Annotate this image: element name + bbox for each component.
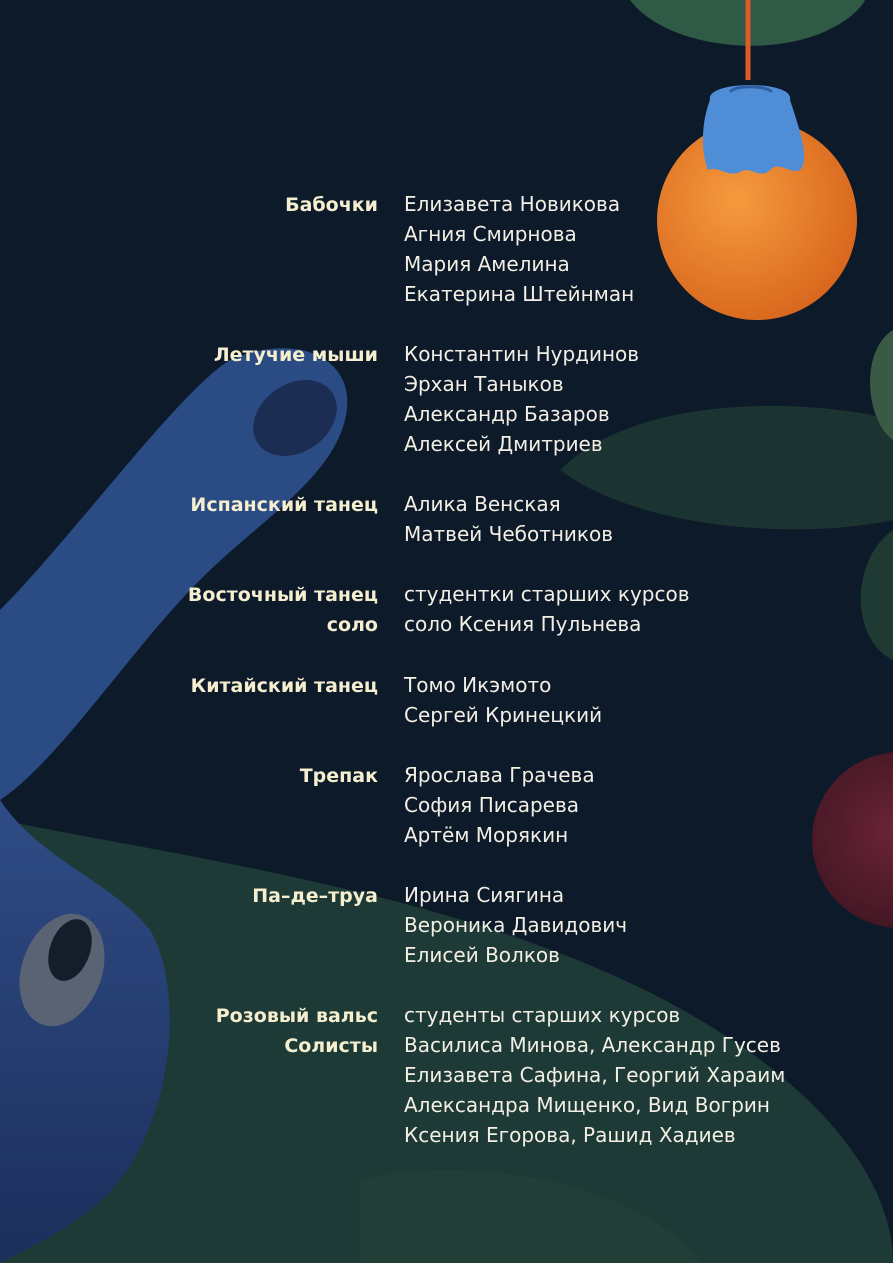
cast-section bbox=[0, 670, 893, 730]
dance-title-line: Китайский танец bbox=[190, 675, 378, 697]
cast-section bbox=[0, 189, 893, 309]
performer-list bbox=[404, 670, 602, 730]
cast-section bbox=[0, 489, 893, 549]
cast-section bbox=[0, 579, 893, 640]
performer-name: Ирина Сиягина bbox=[404, 883, 565, 907]
program-cast-list bbox=[0, 189, 893, 1180]
performer-list bbox=[404, 760, 595, 850]
performer-name: соло Ксения Пульнева bbox=[404, 612, 642, 636]
dance-title-line: Восточный танец bbox=[187, 584, 378, 606]
performer-name: Ярослава Грачева bbox=[404, 763, 595, 787]
performer-name: студенты старших курсов bbox=[404, 1003, 681, 1027]
dance-title bbox=[0, 1000, 378, 1150]
cast-section bbox=[0, 1000, 893, 1150]
performer-list bbox=[404, 1000, 785, 1150]
performer-name: Вероника Давидович bbox=[404, 913, 628, 937]
performer-name: София Писарева bbox=[404, 793, 580, 817]
performer-name: Александра Мищенко, Вид Вогрин bbox=[404, 1093, 770, 1117]
performer-list bbox=[404, 579, 690, 640]
cast-section bbox=[0, 880, 893, 970]
performer-list bbox=[404, 489, 613, 549]
performer-name: Елизавета Сафина, Георгий Хараим bbox=[404, 1063, 786, 1087]
performer-name: Александр Базаров bbox=[404, 402, 610, 426]
performer-name: Сергей Кринецкий bbox=[404, 703, 603, 727]
performer-name: Елисей Волков bbox=[404, 943, 560, 967]
performer-name: студентки старших курсов bbox=[404, 582, 690, 606]
dance-title-line: Бабочки bbox=[285, 194, 378, 216]
dance-title bbox=[0, 880, 378, 970]
dance-title-line: Розовый вальс bbox=[215, 1005, 378, 1027]
performer-name: Василиса Минова, Александр Гусев bbox=[404, 1033, 781, 1057]
performer-name: Агния Смирнова bbox=[404, 222, 577, 246]
performer-name: Мария Амелина bbox=[404, 252, 570, 276]
dance-title bbox=[0, 189, 378, 309]
performer-name: Алика Венская bbox=[404, 492, 561, 516]
dance-title bbox=[0, 760, 378, 850]
performer-name: Алексей Дмитриев bbox=[404, 432, 603, 456]
dance-title bbox=[0, 489, 378, 549]
performer-name: Артём Морякин bbox=[404, 823, 569, 847]
cast-section bbox=[0, 339, 893, 459]
dance-title bbox=[0, 579, 378, 640]
performer-name: Матвей Чеботников bbox=[404, 522, 614, 546]
performer-list bbox=[404, 880, 627, 970]
performer-list bbox=[404, 339, 639, 459]
performer-name: Елизавета Новикова bbox=[404, 192, 621, 216]
performer-name: Ксения Егорова, Рашид Хадиев bbox=[404, 1123, 736, 1147]
performer-name: Эрхан Таныков bbox=[404, 372, 564, 396]
dance-title-line: соло bbox=[326, 614, 378, 636]
performer-name: Томо Икэмото bbox=[404, 673, 552, 697]
dance-title-line: Испанский танец bbox=[190, 494, 378, 516]
dance-title bbox=[0, 339, 378, 459]
performer-name: Константин Нурдинов bbox=[404, 342, 640, 366]
performer-name: Екатерина Штейнман bbox=[404, 282, 635, 306]
performer-list bbox=[404, 189, 634, 309]
dance-title-line: Солисты bbox=[284, 1035, 378, 1057]
dance-title-line: Па–де–труа bbox=[252, 885, 378, 907]
dance-title-line: Трепак bbox=[299, 765, 378, 787]
cast-section bbox=[0, 760, 893, 850]
dance-title-line: Летучие мыши bbox=[213, 344, 378, 366]
dance-title bbox=[0, 670, 378, 730]
